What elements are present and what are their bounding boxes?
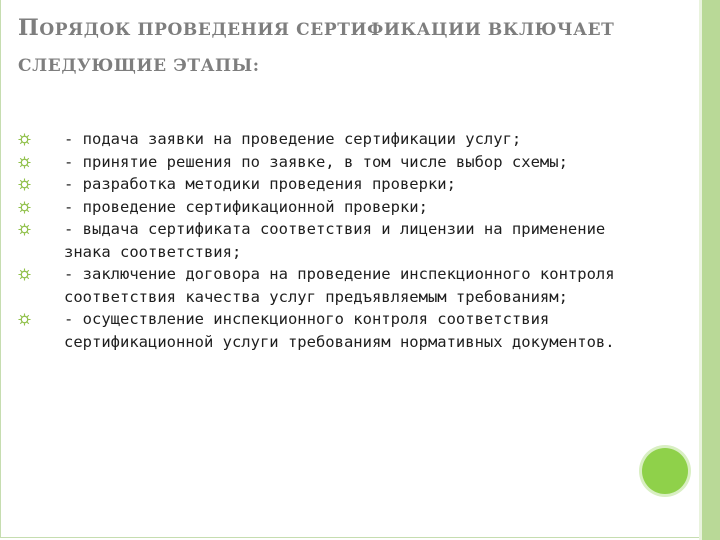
- sun-ornament-icon: [18, 201, 31, 214]
- list-item-text: - разработка методики проведения проверки;: [64, 175, 456, 193]
- list-item-text: - принятие решения по заявке, в том числе выбор схемы;: [64, 152, 568, 171]
- sun-ornament-icon: [18, 223, 31, 236]
- sun-ornament-icon: [18, 313, 31, 326]
- list-item-text: - заключение договора на проведение инспекционного контроля соответствия качества услуг предъявляемым требованиям;: [64, 265, 615, 306]
- green-circle-decoration: [642, 448, 688, 494]
- sun-ornament-icon: [18, 133, 31, 146]
- list-item: [18, 128, 658, 151]
- list-item-text: - осуществление инспекционного контроля соответствия сертификационной услуги требованиям нормативных документов.: [64, 310, 615, 351]
- list-item: [18, 173, 658, 196]
- slide-title: [18, 10, 668, 84]
- sun-ornament-icon: [18, 178, 31, 191]
- side-bar: [702, 0, 720, 540]
- list-item-text: - проведение сертификационной проверки;: [64, 197, 428, 216]
- stages-list: [18, 128, 658, 353]
- title-initial: П: [18, 15, 40, 41]
- sun-ornament-icon: [18, 156, 31, 169]
- list-item-text: - подача заявки на проведение сертификации услуг;: [64, 130, 522, 148]
- list-item: [18, 308, 658, 353]
- list-item: [18, 263, 658, 308]
- list-item-text: - выдача сертификата соответствия и лицензии на применение знака соответствия;: [64, 220, 606, 261]
- list-item: [18, 218, 658, 263]
- sun-ornament-icon: [18, 268, 31, 281]
- list-item: [18, 151, 658, 174]
- title-text: ОРЯДОК ПРОВЕДЕНИЯ СЕРТИФИКАЦИИ ВКЛЮЧАЕТ СЛЕДУЮЩИЕ ЭТАПЫ:: [18, 20, 615, 76]
- list-item: [18, 196, 658, 219]
